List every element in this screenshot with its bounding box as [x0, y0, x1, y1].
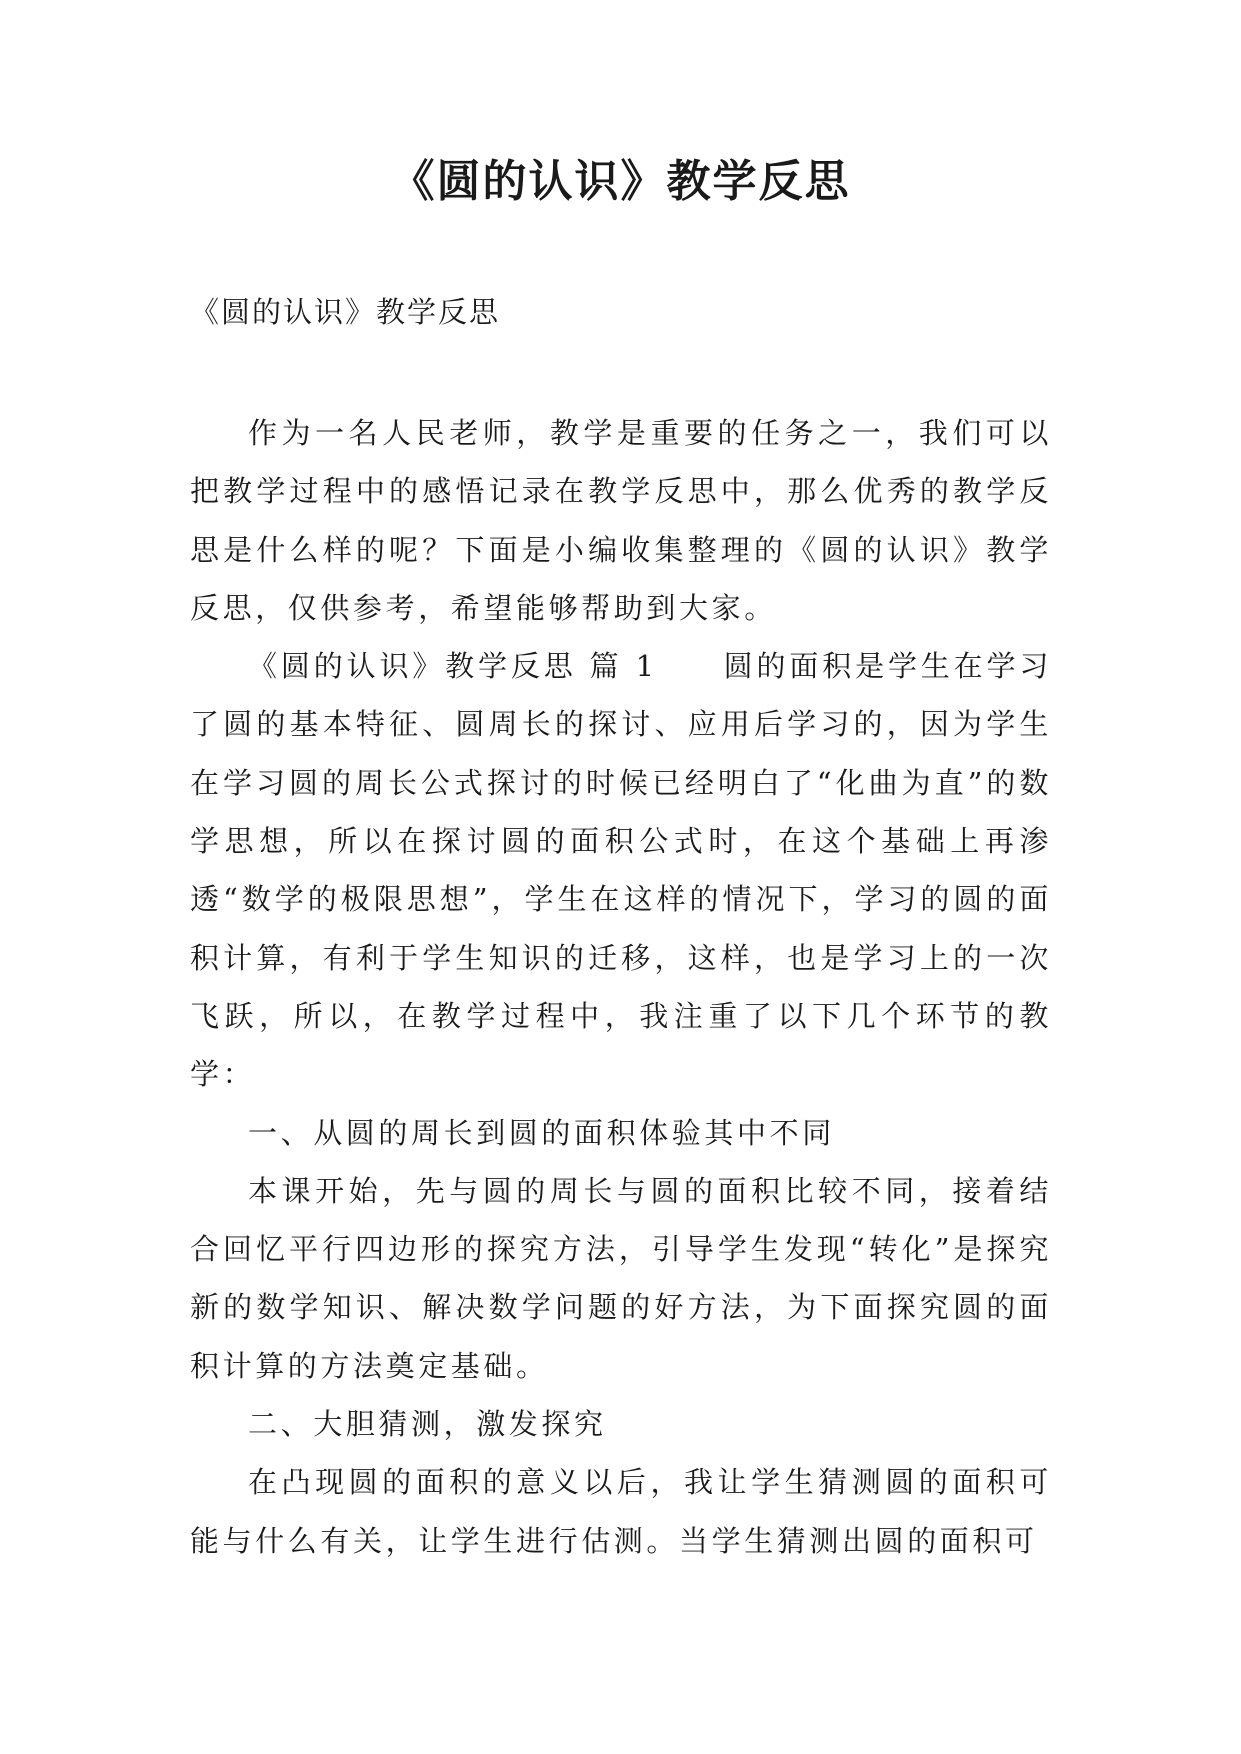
paragraph-section-1: 本课开始，先与圆的周长与圆的面积比较不同，接着结合回忆平行四边形的探究方法，引导学生发现“转化”是探究新的数学知识、解决数学问题的好方法，为下面探究圆的面积计算的方法奠定基础。 — [190, 1173, 1052, 1383]
document-subtitle: 《圆的认识》教学反思 — [190, 295, 501, 329]
paragraph-part-1: 《圆的认识》教学反思 篇 1 圆的面积是学生在学习了圆的基本特征、圆周长的探讨、应用后学习的，因为学生在学习圆的周长公式探讨的时候已经明白了“化曲为直”的数学思想，所以在探讨圆的面积公式时，在这个基础上再渗透“数学的极限思想”，学生在这样的情况下，学习的圆的面积计算，有利于学生知识的迁移，这样，也是学习上的一次飞跃，所以，在教学过程中，我注重了以下几个环节的教学： — [190, 649, 1052, 1092]
section-heading-2: 二、大胆猜测，激发探究 — [248, 1407, 607, 1442]
document-body — [190, 404, 1052, 1570]
paragraph-intro: 作为一名人民老师，教学是重要的任务之一，我们可以把教学过程中的感悟记录在教学反思中，那么优秀的教学反思是什么样的呢？下面是小编收集整理的《圆的认识》教学反思，仅供参考，希望能够帮助到大家。 — [190, 416, 1052, 625]
paragraph-section-2: 在凸现圆的面积的意义以后，我让学生猜测圆的面积可能与什么有关，让学生进行估测。当学生猜测出圆的面积可 — [190, 1465, 1052, 1558]
document-title: 《圆的认识》教学反思 — [390, 156, 851, 207]
section-heading-1: 一、从圆的周长到圆的面积体验其中不同 — [248, 1115, 835, 1150]
